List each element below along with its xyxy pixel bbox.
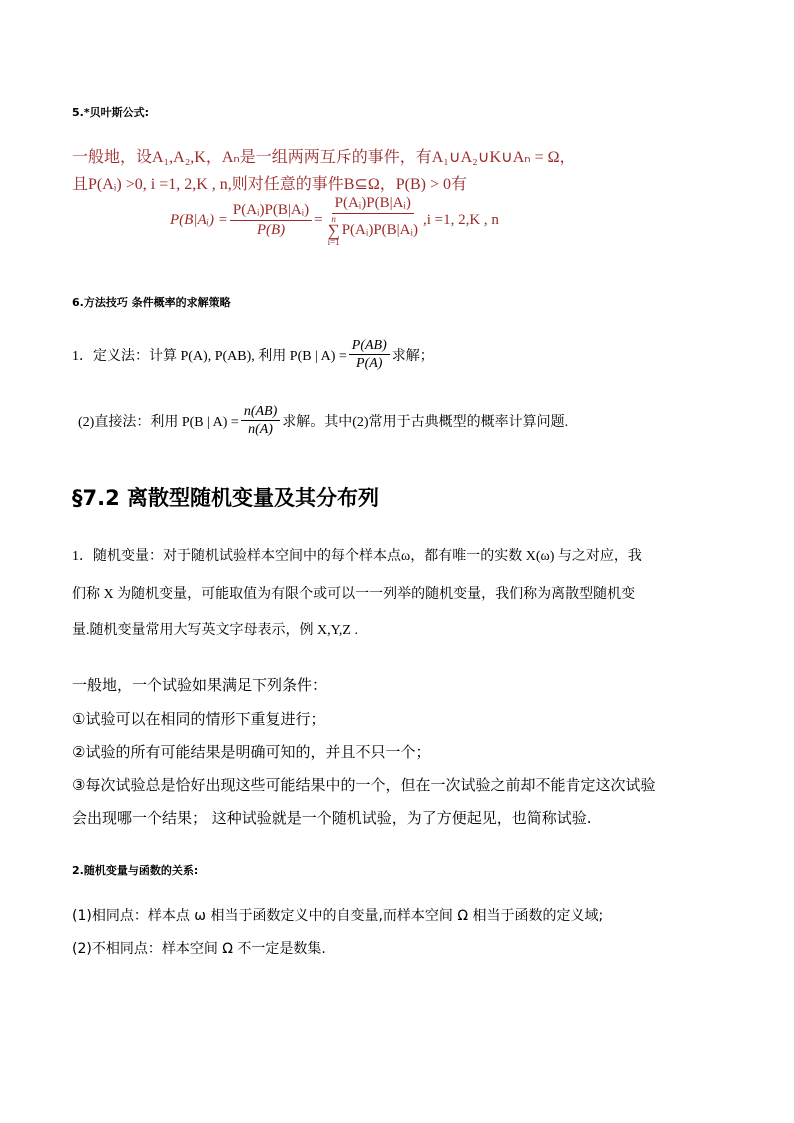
bayes-fraction-2-num: P(Aᵢ)P(B|Aᵢ): [332, 195, 414, 214]
trial-condition-1: ①试验可以在相同的情形下重复进行；: [72, 710, 326, 728]
summation-upper: n: [331, 213, 336, 224]
method-direct-suffix: 求解。其中(2)常用于古典概型的概率计算问题.: [282, 414, 569, 430]
bayes-formula-eq: =: [314, 211, 323, 228]
method-definition-num: P(AB): [349, 338, 390, 355]
bayes-formula: [170, 195, 499, 246]
method-direct-prefix: (2)直接法：利用 P(B | A) =: [78, 414, 239, 430]
bayes-fraction-1: [230, 202, 312, 238]
random-variable-def-line-3: 量.随机变量常用大写英文字母表示，例 X,Y,Z .: [72, 623, 358, 638]
method-direct-num: n(AB): [241, 404, 280, 421]
relation-same-point: (1)相同点：样本点 ω 相当于函数定义中的自变量,而样本空间 Ω 相当于函数的定义域;: [72, 908, 604, 924]
bayes-formula-tail: ,i =1, 2,K , n: [422, 211, 499, 228]
bayes-fraction-1-den: P(B): [256, 221, 286, 238]
bayes-line-1: 一般地，设A₁,A₂,K，Aₙ是一组两两互斥的事件，有A₁∪A₂∪K∪Aₙ = Ω，: [72, 149, 576, 166]
section-7-2-title: §7.2 离散型随机变量及其分布列: [72, 486, 380, 510]
bayes-fraction-2-den-term: P(Aᵢ)P(B|Aᵢ): [341, 221, 418, 238]
random-variable-def-line-2: 们称 X 为随机变量，可能取值为有限个或可以一一列举的随机变量，我们称为离散型随机变: [72, 587, 636, 602]
sigma-glyph: ∑: [327, 220, 340, 240]
section-6-heading: 6.方法技巧 条件概率的求解策略: [72, 296, 231, 309]
bayes-fraction-1-num: P(Aᵢ)P(B|Aᵢ): [230, 202, 312, 221]
method-definition-prefix: 1．定义法：计算 P(A), P(AB), 利用 P(B | A) =: [72, 348, 347, 364]
bayes-formula-lhs: P(B|Aᵢ) =: [170, 211, 228, 228]
bayes-line-2: 且P(Aᵢ) >0, i =1, 2,K , n,则对任意的事件B⊆Ω，P(B) > 0有: [72, 176, 467, 193]
bayes-fraction-2: [325, 195, 421, 246]
method-definition-suffix: 求解；: [391, 348, 434, 364]
trial-condition-4: 会出现哪一个结果； 这种试验就是一个随机试验，为了方便起见，也简称试验.: [72, 809, 592, 827]
section-5-heading: 5.*贝叶斯公式:: [72, 106, 149, 119]
method-direct-den: n(A): [248, 422, 273, 438]
trial-intro: 一般地，一个试验如果满足下列条件：: [72, 676, 328, 694]
method-direct: [78, 404, 568, 438]
section-2-heading: 2.随机变量与函数的关系:: [72, 864, 199, 877]
summation-lower: i=1: [327, 236, 340, 247]
method-definition: [72, 338, 434, 372]
trial-condition-3: ③每次试验总是恰好出现这些可能结果中的一个，但在一次试验之前却不能肯定这次试验: [72, 776, 656, 794]
method-definition-den: P(A): [356, 356, 383, 372]
method-definition-fraction: [349, 338, 390, 372]
summation-symbol: [328, 215, 340, 246]
trial-condition-2: ②试验的所有可能结果是明确可知的，并且不只一个；: [72, 743, 431, 761]
method-direct-fraction: [241, 404, 280, 438]
relation-different-point: (2)不相同点：样本空间 Ω 不一定是数集.: [72, 941, 326, 957]
random-variable-def-line-1: 1．随机变量：对于随机试验样本空间中的每个样本点ω，都有唯一的实数 X(ω) 与之对应，我: [72, 549, 642, 564]
bayes-fraction-2-den: [325, 214, 421, 246]
